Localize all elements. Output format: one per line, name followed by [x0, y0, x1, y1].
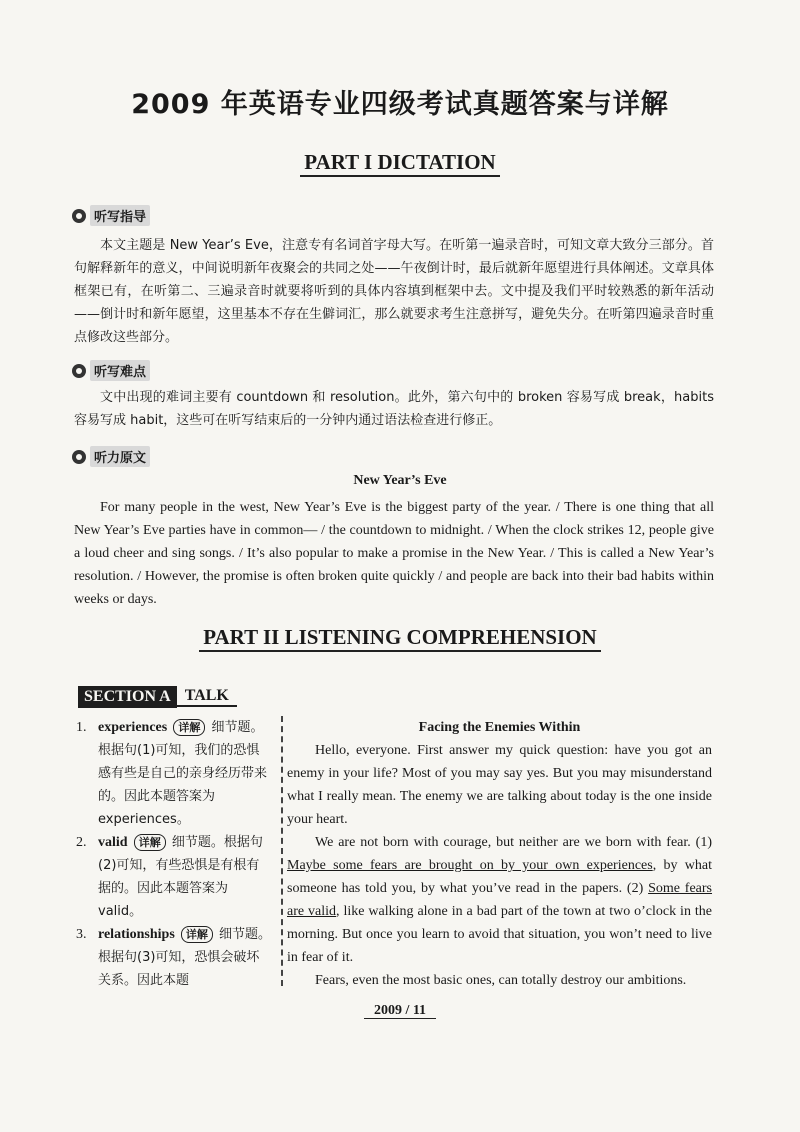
detail-badge: 详解	[181, 926, 213, 943]
difficulty-label: 听写难点	[72, 360, 150, 381]
answer-item-1: 1. experiences 详解 细节题。根据句(1)可知，我们的恐惧感有些是自己的亲身经历带来的。因此本题答案为 experiences。	[76, 720, 268, 827]
passage-title: New Year’s Eve	[353, 473, 447, 488]
section-a-heading: SECTION A TALK	[78, 686, 237, 708]
part1-heading: PART I DICTATION	[0, 150, 800, 175]
talk-paragraph-3: Fears, even the most basic ones, can totally destroy our ambitions.	[315, 973, 687, 988]
part2-heading: PART II LISTENING COMPREHENSION	[0, 625, 800, 650]
talk-title: Facing the Enemies Within	[418, 720, 581, 735]
page-title: 2009 年英语专业四级考试真题答案与详解	[131, 89, 669, 120]
detail-badge: 详解	[134, 834, 166, 851]
guide-label: 听写指导	[72, 205, 150, 226]
difficulty-paragraph: 文中出现的难词主要有 countdown 和 resolution。此外，第六句中的 broken 容易写成 break，habits 容易写成 habit，这些可在听写结束后的一分钟内通过语法检查进行修正。	[74, 390, 714, 428]
detail-badge: 详解	[173, 719, 205, 736]
original-label: 听力原文	[72, 446, 150, 467]
page-number: 2009 / 11	[0, 1003, 800, 1019]
column-divider	[281, 716, 283, 986]
ear-icon	[72, 450, 86, 464]
passage-text: For many people in the west, New Year’s Eve is the biggest party of the year. / There is one thing that all New Year’s Eve parties have in common— / the countdown to midnight. / When the clock strikes 12, people give a loud cheer and sing songs. / It’s also popular to make a promise in the New Year. / This is called a New Year’s resolution. / However, the promise is often broken quite quickly / and people are back into their bad habits within weeks or days.	[74, 500, 714, 607]
ear-icon	[72, 364, 86, 378]
guide-paragraph: 本文主题是 New Year’s Eve，注意专有名词首字母大写。在听第一遍录音时，可知文章大致分三部分。首句解释新年的意义，中间说明新年夜聚会的共同之处——午夜倒计时，最后就新年愿望进行具体阐述。文章具体框架已有，在听第二、三遍录音时就要将听到的具体内容填到框架中去。文中提及我们平时较熟悉的新年活动——倒计时和新年愿望，这里基本不存在生僻词汇，那么就要求考生注意拼写，避免失分。在听第四遍录音时重点修改这些部分。	[74, 238, 714, 345]
answer-column	[76, 716, 272, 992]
answer-item-2: 2. valid 详解 细节题。根据句(2)可知，有些恐惧是有根有据的。因此本题答案为 valid。	[76, 835, 263, 919]
talk-column	[287, 716, 712, 992]
talk-paragraph-2: We are not born with courage, but neither are we born with fear. (1) Maybe some fears are brought on by your own experiences, by what someone has told you, by what you’ve read in the papers. (2) Some fears are valid, like walking alone in a bad part of the town at two o’clock in the morning. But once you learn to avoid that situation, you won’t need to live in fear of it.	[287, 835, 713, 965]
answer-item-3: 3. relationships 详解 细节题。根据句(3)可知，恐惧会破坏关系。因此本题	[76, 927, 272, 988]
ear-icon	[72, 209, 86, 223]
talk-paragraph-1: Hello, everyone. First answer my quick question: have you got an enemy in your life? Most of you may say yes. But you may misunderstand what I really mean. The enemy we are talking about today is the one inside your heart.	[287, 743, 712, 827]
